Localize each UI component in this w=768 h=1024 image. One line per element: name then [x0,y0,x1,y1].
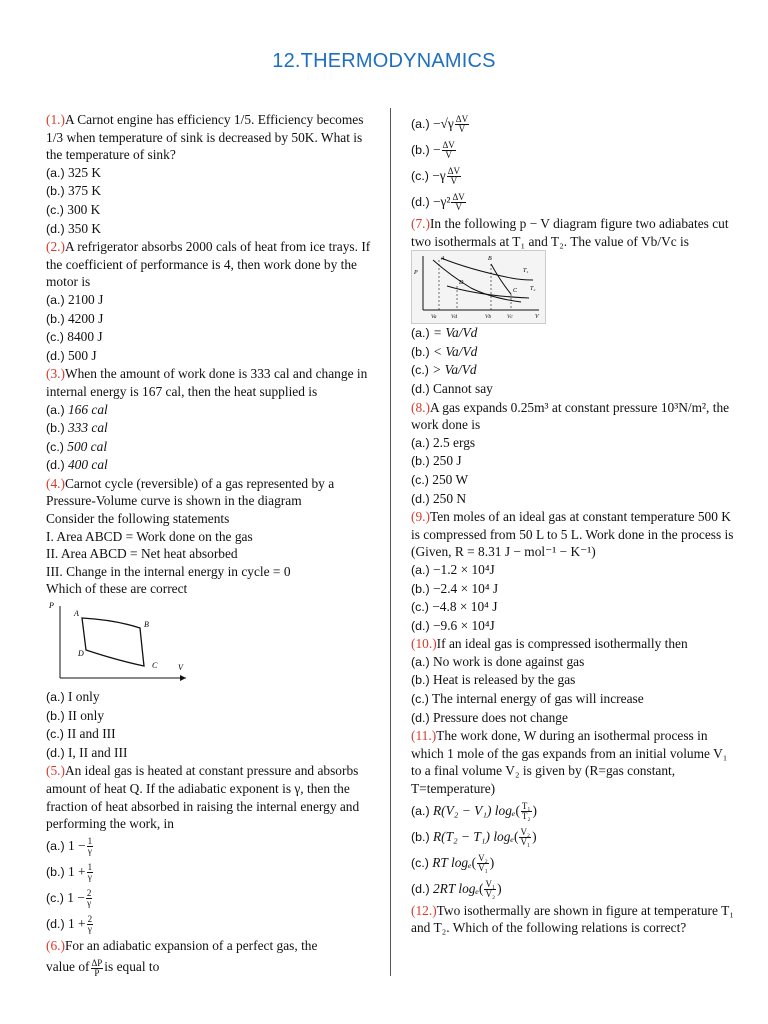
question-text: In the following p − V diagram figure two adiabates cut two isothermals at T₁ and T₂. The value of Vb/Vc is [411,216,729,249]
tick-vd-label: Vd [451,314,458,321]
question-4 [46,475,372,510]
question-1 [46,111,372,164]
option-6b[interactable]: (b.) − $\frac{\Delta V}{V}$ [411,140,455,161]
question-text: When the amount of work done is 333 cal and change in internal energy is 167 cal, then the heat supplied is [46,366,368,399]
axis-p-label: P [414,270,418,277]
fraction: $\frac{2}{\gamma}$ [86,888,92,909]
option-6d[interactable]: (d.) −γ² $\frac{\Delta V}{V}$ [411,192,465,213]
option-7c[interactable]: (c.) > Va/Vd [411,362,477,378]
option-6a[interactable]: (a.) −√γ $\frac{\Delta V}{V}$ [411,114,469,135]
option-8c[interactable]: (c.) 250 W [411,471,469,487]
statement-intro: Consider the following statements [46,511,230,527]
point-b-label: B [144,620,149,630]
option-3a[interactable]: (a.) 166 cal [46,401,108,417]
question-text: An ideal gas is heated at constant pressure and absorbs amount of heat Q. If the adiabatic exponent is γ, then the fraction of heat absorbed in raising the internal energy and performing the work, in [46,763,360,832]
axis-v-label: V [535,314,539,321]
option-2d[interactable]: (d.) 500 J [46,347,97,363]
question-text: For an adiabatic expansion of a perfect gas, the [64,937,318,953]
question-7 [411,215,735,250]
option-2c[interactable]: (c.) 8400 J [46,329,103,345]
option-9c[interactable]: (c.) −4.8 × 10⁴ J [411,599,498,615]
fraction: $\frac{\text{V₂}}{\text{V₁}}$ [520,827,531,848]
option-10c[interactable]: (c.) The internal energy of gas will increase [411,691,644,707]
fraction: $\frac{1}{\gamma}$ [87,836,93,857]
option-1d[interactable]: (d.) 350 K [46,220,102,236]
option-5a[interactable]: (a.) 1 − $\frac{1}{\gamma}$ [46,836,93,857]
question-number: (7.) [411,216,430,231]
question-8 [411,399,735,434]
option-11d[interactable]: (d.) 2RT logₑ( $\frac{\text{V₁}}{\text{V₂}}$ ) [411,879,502,900]
statement-1: I. Area ABCD = Work done on the gas [46,528,253,544]
question-text: Ten moles of an ideal gas at constant temperature 500 K is compressed from 50 L to 5 L. Work done in the process is (Given, R = 8.31 J − mol⁻¹ − K⁻¹) [411,509,734,560]
question-text: The work done, W during an isothermal process in which 1 mole of the gas expands from an initial volume V₁ to a final volume V₂ is given by (R=gas constant, T=temperature) [411,728,728,797]
fraction: $\frac{\Delta V}{V}$ [452,192,465,213]
option-4c[interactable]: (c.) II and III [46,726,116,742]
option-3b[interactable]: (b.) 333 cal [46,420,108,436]
statement-2: II. Area ABCD = Net heat absorbed [46,546,238,562]
option-8b[interactable]: (b.) 250 J [411,453,462,469]
question-3 [46,365,372,400]
option-8d[interactable]: (d.) 250 N [411,490,467,506]
point-c-label: C [152,661,158,671]
fraction: $\frac{\text{V₁}}{\text{V₂}}$ [485,879,496,900]
question-10 [411,635,735,653]
question-number: (10.) [411,636,437,652]
question-number: (3.) [46,366,65,382]
option-5d[interactable]: (d.) 1 + $\frac{2}{\gamma}$ [46,914,93,935]
question-2 [46,238,372,291]
carnot-cycle-diagram [46,598,196,688]
question-number: (4.) [46,475,65,491]
option-9b[interactable]: (b.) −2.4 × 10⁴ J [411,580,499,596]
question-text: Two isothermally are shown in figure at temperature T₁ and T₂. Which of the following relations is correct? [411,902,734,936]
fraction: $\frac{\text{V₂}}{\text{V₁}}$ [478,853,488,874]
question-11 [411,727,735,797]
isotherm-t1-label: T₁ [523,268,529,275]
pv-isotherm-diagram [411,250,546,324]
question-text: A gas expands 0.25m³ at constant pressure 10³N/m², the work done is [411,399,730,433]
fraction: $\frac{\text{T₁}}{\text{T₂}}$ [521,801,531,822]
fraction: $\frac{\Delta V}{V}$ [447,166,461,187]
option-2a[interactable]: (a.) 2100 J [46,291,104,307]
option-9d[interactable]: (d.) −9.6 × 10⁴J [411,617,495,633]
question-5 [46,762,372,832]
tick-va-label: Va [431,314,437,321]
point-d-label: D [78,649,84,659]
option-2b[interactable]: (b.) 4200 J [46,310,104,326]
tick-vc-label: Vc [507,314,513,321]
fraction: $\frac{\Delta V}{V}$ [455,114,469,135]
question-number: (9.) [411,509,430,525]
question-text: If an ideal gas is compressed isothermally then [436,636,688,652]
point-d-label: D [459,280,464,287]
option-11b[interactable]: (b.) R(T₂ − T₁) logₑ( $\frac{\text{V₂}}{\text{V₁}}$ ) [411,827,537,848]
option-4b[interactable]: (b.) II only [46,707,105,723]
option-4d[interactable]: (d.) I, II and III [46,744,128,760]
statement-ask: Which of these are correct [46,581,188,597]
option-10a[interactable]: (a.) No work is done against gas [411,653,585,669]
point-a-label: A [441,256,445,263]
option-3d[interactable]: (d.) 400 cal [46,457,108,473]
question-number: (2.) [46,239,65,255]
option-4a[interactable]: (a.) I only [46,689,100,705]
question-number: (8.) [411,399,430,415]
option-1a[interactable]: (a.) 325 K [46,164,102,180]
page-title: 12.THERMODYNAMICS [272,50,496,72]
question-text: A Carnot engine has efficiency 1/5. Efficiency becomes 1/3 when temperature of sink is decreased by 50K. What is the temperature of sink? [46,112,364,163]
question-9 [411,508,735,561]
question-number: (11.) [411,728,437,744]
option-11a[interactable]: (a.) R(V₂ − V₁) logₑ( $\frac{\text{T₁}}{\text{T₂}}$ ) [411,801,538,822]
option-1c[interactable]: (c.) 300 K [46,201,101,217]
fraction: $\frac{1}{\gamma}$ [87,862,93,883]
option-5b[interactable]: (b.) 1 + $\frac{1}{\gamma}$ [46,862,93,883]
point-c-label: C [513,288,518,295]
fraction: $\frac{\Delta V}{V}$ [442,140,455,161]
question-12 [411,902,735,937]
left-column [46,111,372,980]
option-3c[interactable]: (c.) 500 cal [46,438,108,454]
right-column [411,111,735,937]
option-7b[interactable]: (b.) < Va/Vd [411,343,478,359]
fraction: $\frac{2}{\gamma}$ [87,914,93,935]
question-6 [46,937,372,955]
option-8a[interactable]: (a.) 2.5 ergs [411,434,476,450]
axis-v-label: V [178,663,183,673]
tick-vb-label: Vb [485,314,492,321]
question-text: A refrigerator absorbs 2000 cals of heat from ice trays. If the coefficient of performance is 4, then work done by the motor is [46,239,371,290]
question-text: Carnot cycle (reversible) of a gas represented by a Pressure-Volume curve is shown in the diagram [46,475,335,509]
axis-p-label: P [49,601,54,611]
question-number: (12.) [411,902,437,918]
option-1b[interactable]: (b.) 375 K [46,183,102,199]
question-number: (1.) [46,112,65,127]
option-5c[interactable]: (c.) 1 − $\frac{2}{\gamma}$ [46,888,92,909]
option-7a[interactable]: (a.) = Va/Vd [411,325,478,341]
option-7d[interactable]: (d.) Cannot say [411,380,493,396]
option-6c[interactable]: (c.) −γ $\frac{\Delta V}{V}$ [411,166,461,187]
option-9a[interactable]: (a.) −1.2 × 10⁴J [411,561,495,577]
point-a-label: A [74,609,79,619]
fraction: $\frac{\Delta P}{P}$ [91,957,103,978]
question-number: (5.) [46,763,65,779]
isotherm-t2-label: T₂ [530,286,536,293]
statement-3: III. Change in the internal energy in cycle = 0 [46,563,291,579]
option-10b[interactable]: (b.) Heat is released by the gas [411,672,576,688]
column-divider [390,108,391,976]
question-6-text-line2: value of $\frac{\Delta P}{P}$ is equal to [46,957,160,978]
option-10d[interactable]: (d.) Pressure does not change [411,709,568,725]
option-11c[interactable]: (c.) RT logₑ( $\frac{\text{V₂}}{\text{V₁}}$ ) [411,853,495,874]
point-b-label: B [488,256,492,263]
question-number: (6.) [46,937,65,953]
